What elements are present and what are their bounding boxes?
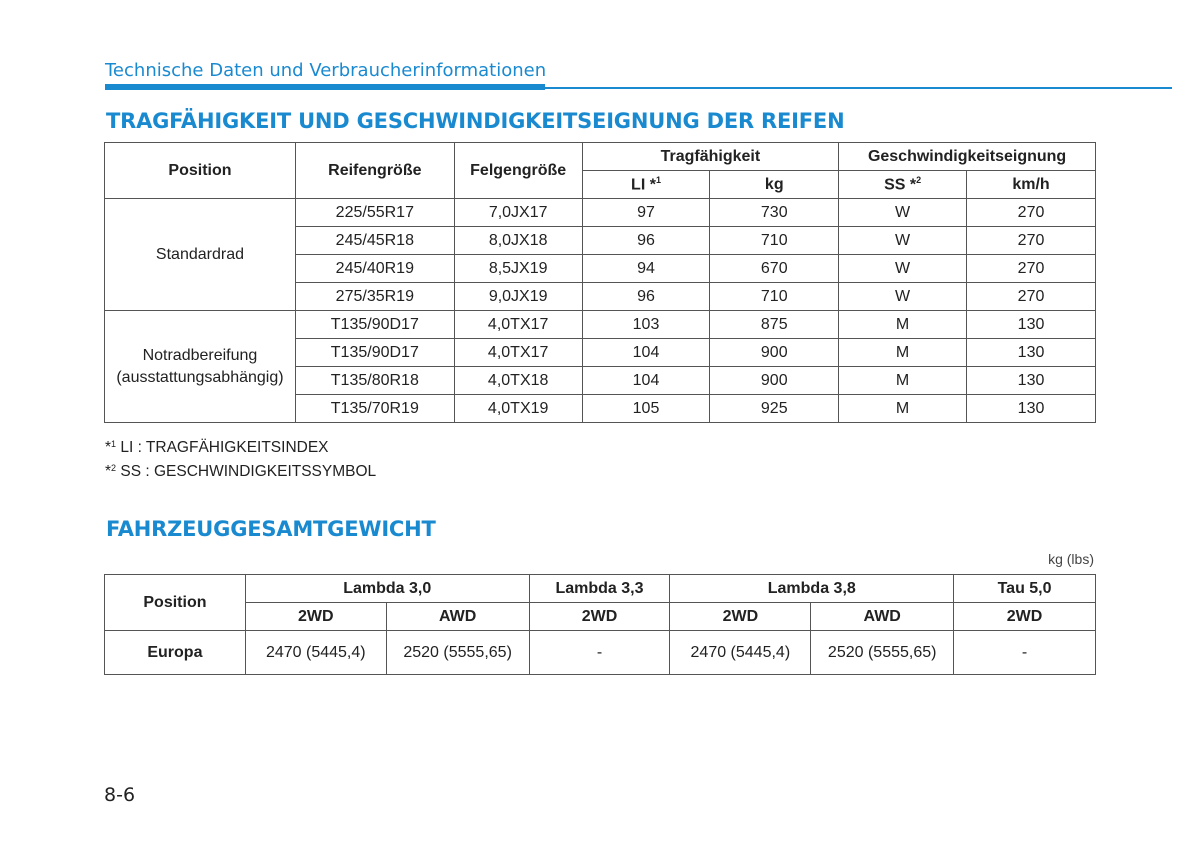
footnote-li-mark: * xyxy=(105,439,112,456)
col-header-kg: kg xyxy=(710,171,839,199)
table-row xyxy=(105,199,1096,227)
col-header-ss xyxy=(839,171,967,199)
cell-li: 94 xyxy=(582,255,710,283)
cell-tyre: 275/35R19 xyxy=(295,283,454,311)
cell-li: 105 xyxy=(582,395,710,423)
tyre-footnotes xyxy=(105,434,376,482)
cell-rim: 9,0JX19 xyxy=(454,283,582,311)
weight-header-engine: Lambda 3,0 xyxy=(245,575,529,603)
footnote-ss-text: SS : GESCHWINDIGKEITSSYMBOL xyxy=(116,463,377,480)
cell-li: 96 xyxy=(582,227,710,255)
page-number: 8-6 xyxy=(104,784,136,806)
cell-li: 103 xyxy=(582,311,710,339)
tyre-table xyxy=(104,142,1096,423)
weight-header-engine: Lambda 3,3 xyxy=(529,575,670,603)
cell-ss: W xyxy=(839,227,967,255)
cell-li: 104 xyxy=(582,339,710,367)
cell-rim: 8,0JX18 xyxy=(454,227,582,255)
weight-cell: 2520 (5555,65) xyxy=(386,631,529,675)
weight-table xyxy=(104,574,1096,675)
weight-header-engine: Tau 5,0 xyxy=(954,575,1096,603)
col-header-tyre-size: Reifengröße xyxy=(295,143,454,199)
cell-kg: 730 xyxy=(710,199,839,227)
weight-section-title: FAHRZEUGGESAMTGEWICHT xyxy=(106,517,436,541)
cell-tyre: T135/70R19 xyxy=(295,395,454,423)
cell-ss: W xyxy=(839,255,967,283)
cell-ss: M xyxy=(839,395,967,423)
li-footnote-mark: 1 xyxy=(655,174,661,185)
cell-kmh: 270 xyxy=(967,255,1096,283)
footnote-li-text: LI : TRAGFÄHIGKEITSINDEX xyxy=(116,439,329,456)
weight-header-engine: Lambda 3,8 xyxy=(670,575,954,603)
cell-rim: 4,0TX17 xyxy=(454,339,582,367)
col-header-load-capacity: Tragfähigkeit xyxy=(582,143,839,171)
cell-rim: 7,0JX17 xyxy=(454,199,582,227)
cell-rim: 8,5JX19 xyxy=(454,255,582,283)
weight-header-drive: 2WD xyxy=(245,603,386,631)
cell-ss: M xyxy=(839,367,967,395)
cell-tyre: T135/90D17 xyxy=(295,311,454,339)
col-header-li xyxy=(582,171,710,199)
weight-header-position: Position xyxy=(105,575,246,631)
table-row xyxy=(105,631,1096,675)
col-header-kmh: km/h xyxy=(967,171,1096,199)
cell-tyre: 245/45R18 xyxy=(295,227,454,255)
cell-kmh: 130 xyxy=(967,395,1096,423)
cell-tyre: T135/80R18 xyxy=(295,367,454,395)
cell-ss: M xyxy=(839,311,967,339)
footnote-ss-mark: * xyxy=(105,463,112,480)
cell-tyre: 245/40R19 xyxy=(295,255,454,283)
cell-kmh: 270 xyxy=(967,227,1096,255)
col-header-position: Position xyxy=(105,143,296,199)
weight-cell: - xyxy=(954,631,1096,675)
cell-ss: M xyxy=(839,339,967,367)
weight-header-drive: 2WD xyxy=(954,603,1096,631)
footnote-li xyxy=(105,434,376,458)
footnote-li-sup: 1 xyxy=(111,439,117,449)
cell-rim: 4,0TX17 xyxy=(454,311,582,339)
group-label-spare-line1: Notradbereifung xyxy=(142,346,258,364)
weight-header-drive: 2WD xyxy=(529,603,670,631)
col-header-rim-size: Felgengröße xyxy=(454,143,582,199)
cell-rim: 4,0TX18 xyxy=(454,367,582,395)
col-header-speed-rating: Geschwindigkeitseignung xyxy=(839,143,1096,171)
cell-kmh: 130 xyxy=(967,339,1096,367)
weight-header-drive: AWD xyxy=(811,603,954,631)
cell-rim: 4,0TX19 xyxy=(454,395,582,423)
ss-footnote-mark: 2 xyxy=(916,174,922,185)
weight-cell: - xyxy=(529,631,670,675)
tyre-section-title: TRAGFÄHIGKEIT UND GESCHWINDIGKEITSEIGNUNG DER REIFEN xyxy=(106,109,845,133)
cell-kg: 875 xyxy=(710,311,839,339)
cell-kmh: 130 xyxy=(967,311,1096,339)
cell-kmh: 270 xyxy=(967,199,1096,227)
cell-kg: 670 xyxy=(710,255,839,283)
cell-ss: W xyxy=(839,283,967,311)
cell-kmh: 270 xyxy=(967,283,1096,311)
footnote-ss-sup: 2 xyxy=(111,463,117,473)
footnote-ss xyxy=(105,458,376,482)
cell-li: 97 xyxy=(582,199,710,227)
running-header: Technische Daten und Verbraucherinformationen xyxy=(105,60,547,81)
group-label-standard: Standardrad xyxy=(105,199,296,311)
weight-header-drive: AWD xyxy=(386,603,529,631)
header-underline-rule xyxy=(545,87,1172,89)
weight-row-label: Europa xyxy=(105,631,246,675)
weight-cell: 2470 (5445,4) xyxy=(670,631,811,675)
cell-kmh: 130 xyxy=(967,367,1096,395)
weight-cell: 2470 (5445,4) xyxy=(245,631,386,675)
cell-kg: 710 xyxy=(710,227,839,255)
cell-tyre: T135/90D17 xyxy=(295,339,454,367)
header-underline-bar xyxy=(105,84,545,90)
cell-kg: 710 xyxy=(710,283,839,311)
ss-label: SS * xyxy=(884,176,917,194)
li-label: LI * xyxy=(631,176,656,194)
cell-ss: W xyxy=(839,199,967,227)
cell-kg: 900 xyxy=(710,367,839,395)
unit-note: kg (lbs) xyxy=(1048,551,1094,567)
weight-cell: 2520 (5555,65) xyxy=(811,631,954,675)
weight-header-drive: 2WD xyxy=(670,603,811,631)
group-label-spare xyxy=(105,311,296,423)
group-label-spare-line2: (ausstattungsabhängig) xyxy=(116,368,284,386)
cell-li: 104 xyxy=(582,367,710,395)
cell-li: 96 xyxy=(582,283,710,311)
cell-kg: 900 xyxy=(710,339,839,367)
cell-kg: 925 xyxy=(710,395,839,423)
table-row xyxy=(105,311,1096,339)
cell-tyre: 225/55R17 xyxy=(295,199,454,227)
